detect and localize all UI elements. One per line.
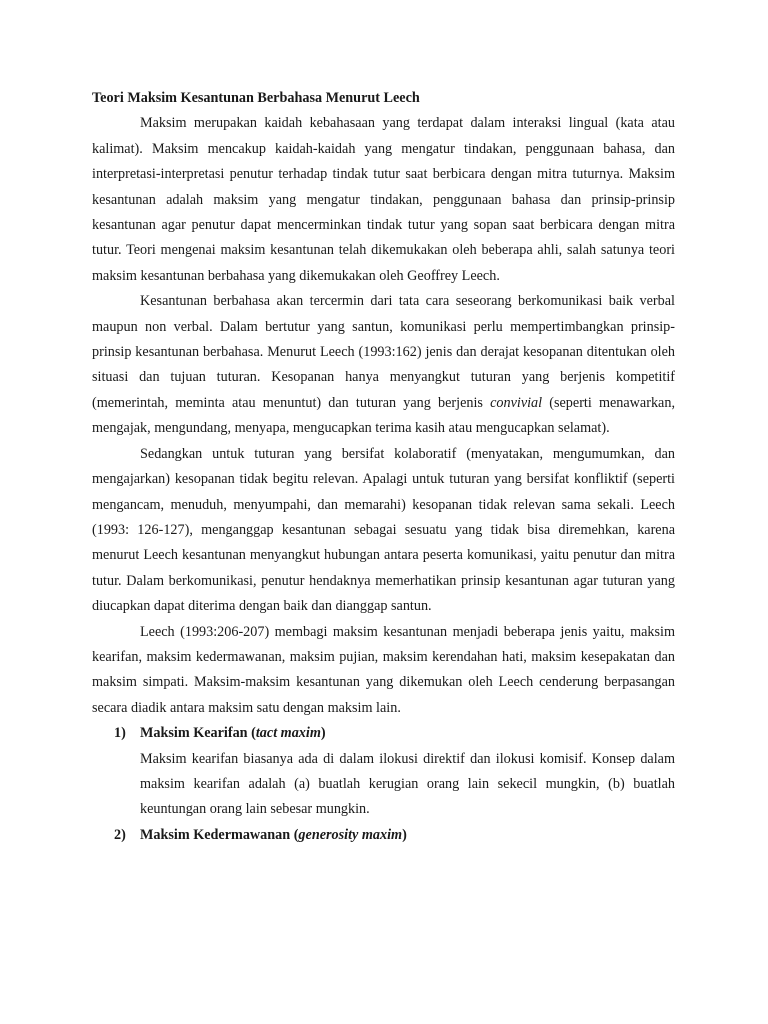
list-number: 1) (114, 725, 126, 742)
list-heading-label: Maksim Kedermawanan ( (140, 826, 299, 843)
list-heading (92, 721, 675, 746)
list-heading-close: ) (402, 826, 407, 843)
list-heading-text (140, 823, 407, 848)
paragraph-3 (92, 442, 675, 620)
paragraph-text: Sedangkan untuk tuturan yang bersifat kolaboratif (menyatakan, mengumumkan, dan mengajarkan) kesopanan tidak begitu relevan. Apalagi untuk tuturan yang bersifat konfliktif (seperti mengancam, menuduh, menyumpahi, dan memarahi) kesopanan tidak relevan sama sekali. Leech (1993: 126-127), menganggap kesantunan sebagai sesuatu yang tidak bisa diremehkan, karena menurut Leech kesantunan menyangkut hubungan antara peserta komunikasi, yaitu penutur dan mitra tutur. Dalam berkomunikasi, penutur hendaknya memerhatikan prinsip kesantunan agar tuturan yang diucapkan dapat diterima dengan baik dan dianggap santun. (92, 445, 675, 615)
paragraph-2 (92, 289, 675, 441)
list-body: Maksim kearifan biasanya ada di dalam ilokusi direktif dan ilokusi komisif. Konsep dalam maksim kearifan adalah (a) buatlah kerugian orang lain sekecil mungkin, (b) buatlah keuntungan orang lain sebesar mungkin. (140, 750, 675, 818)
document-title: Teori Maksim Kesantunan Berbahasa Menurut Leech (92, 90, 420, 106)
document-page (92, 86, 675, 848)
list-heading (92, 823, 675, 848)
list-heading-close: ) (320, 725, 326, 742)
list-number: 2) (114, 826, 126, 843)
list-item-2 (92, 823, 675, 848)
paragraph-text: Leech (1993:206-207) membagi maksim kesantunan menjadi beberapa jenis yaitu, maksim kearifan, maksim kedermawanan, maksim pujian, maksim kerendahan hati, maksim kesepakatan dan maksim simpati. Maksim-maksim kesantunan yang dikemukan oleh Leech cenderung berpasangan secara diadik antara maksim satu dengan maksim lain. (92, 623, 675, 716)
paragraph-1 (92, 111, 675, 289)
paragraph-text: (seperti menawarkan, mengajak, mengundang, menyapa, mengucapkan terima kasih atau mengucapkan selamat). (92, 394, 675, 437)
paragraph-text: Kesantunan berbahasa akan tercermin dari tata cara seseorang berkomunikasi baik verbal maupun non verbal. Dalam bertutur yang santun, komunikasi perlu mempertimbangkan prinsip-prinsip kesantunan berbahasa. Menurut Leech (1993:162) jenis dan derajat kesopanan ditentukan oleh situasi dan tujuan tuturan. Kesopanan hanya menyangkut tuturan yang berjenis kompetitif (memerintah, meminta atau menuntut) dan tuturan yang berjenis (92, 293, 675, 411)
list-heading-term: generosity maxim (298, 826, 403, 843)
list-heading-term: tact maxim (255, 725, 321, 742)
list-heading-text (140, 721, 326, 746)
paragraph-text: Maksim merupakan kaidah kebahasaan yang terdapat dalam interaksi lingual (kata atau kalimat). Maksim mencakup kaidah-kaidah yang mengatur tindakan, penggunaan bahasa, dan interpretasi-interpretasi penutur terhadap tindak tutur saat berbicara dengan mitra tuturnya. Maksim kesantunan adalah maksim yang mengatur tindakan, penggunaan bahasa dan prinsip-prinsip kesantunan agar penutur dapat mencerminkan tindak tutur yang sopan saat berbicara dengan mitra tutur. Teori mengenai maksim kesantunan telah dikemukakan oleh beberapa ahli, salah satunya teori maksim kesantunan berbahasa yang dikemukakan oleh Geoffrey Leech. (92, 115, 675, 284)
list-item-1 (92, 721, 675, 823)
list-heading-label: Maksim Kearifan ( (140, 725, 256, 742)
italic-term: convivial (490, 394, 543, 411)
paragraph-4 (92, 620, 675, 722)
